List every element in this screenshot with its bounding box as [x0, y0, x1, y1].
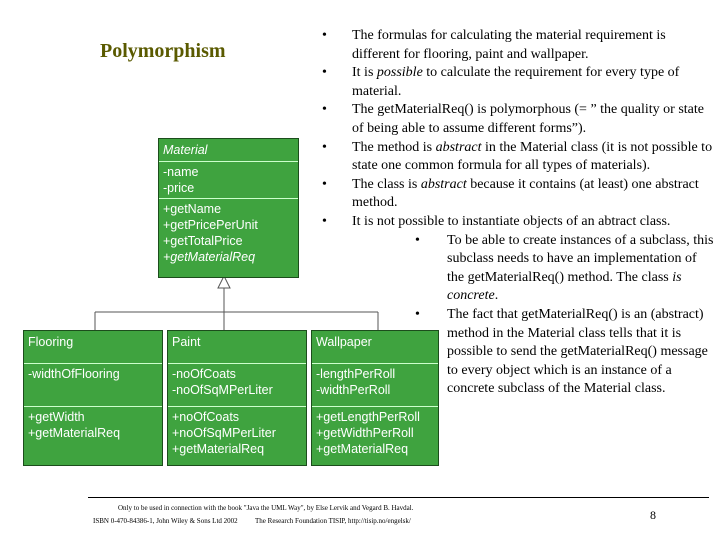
class-paint-name: Paint	[172, 335, 201, 349]
class-paint-attributes	[168, 363, 306, 406]
operation: +getMaterialReq	[172, 442, 265, 456]
bullet-list	[322, 27, 717, 399]
attribute: -noOfSqMPerLiter	[172, 383, 273, 397]
bullet-dot-icon: •	[322, 139, 327, 155]
bullet-item: • The getMaterialReq() is polymorphous (= ” the quality or state of being able to assume different forms”).	[322, 102, 704, 136]
operation: +getMaterialReq	[316, 442, 409, 456]
bullet-dot-icon: •	[322, 102, 327, 118]
operation: +getName	[163, 202, 222, 216]
class-paint	[167, 330, 307, 466]
sub-bullet-item: • To be able to create instances of a subclass, this subclass needs to have an implementation of the getMaterialReq() method. The class is concrete.	[415, 232, 714, 304]
operation-abstract: +getMaterialReq	[163, 250, 256, 264]
operation: +getMaterialReq	[28, 426, 121, 440]
footer-line-2: ISBN 0-470-84386-1, John Wiley & Sons Ltd 2002 The Research Foundation TISIP, http://tisip.no/engelsk/	[93, 517, 411, 525]
attribute: -noOfCoats	[172, 367, 236, 381]
operation: +getTotalPrice	[163, 234, 243, 248]
footer-line-1: Only to be used in connection with the book "Java the UML Way", by Else Lervik and Vegard B. Havdal.	[118, 504, 414, 512]
operation: +getWidth	[28, 410, 85, 424]
class-wallpaper-name: Wallpaper	[316, 335, 372, 349]
bullet-dot-icon: •	[415, 232, 420, 248]
class-material-operations	[159, 198, 298, 267]
footer	[93, 502, 538, 528]
class-material-attributes	[159, 161, 298, 198]
class-material	[158, 138, 299, 278]
class-flooring-operations	[24, 406, 162, 443]
operation: +getWidthPerRoll	[316, 426, 414, 440]
attribute: -price	[163, 181, 195, 195]
class-material-name: Material	[163, 143, 208, 157]
bullet-dot-icon: •	[322, 28, 327, 43]
operation: +noOfCoats	[172, 410, 240, 424]
class-flooring-attributes	[24, 363, 162, 406]
attribute: -name	[163, 165, 199, 179]
class-paint-operations	[168, 406, 306, 459]
attribute: -lengthPerRoll	[316, 367, 396, 381]
page-number: 8	[650, 508, 656, 522]
slide-title: Polymorphism	[100, 40, 226, 62]
bullet-dot-icon: •	[322, 176, 327, 192]
operation: +getLengthPerRoll	[316, 410, 420, 424]
attribute: -widthPerRoll	[316, 383, 391, 397]
bullet-item: • The method is abstract in the Material class (it is not possible to state one common formula for all types of materials).	[322, 139, 713, 174]
bullet-item: • The class is abstract because it contains (at least) one abstract method.	[322, 176, 699, 211]
bullet-item: • The formulas for calculating the material requirement is different for flooring, paint and wallpaper.	[322, 28, 666, 62]
class-flooring-name: Flooring	[28, 335, 74, 349]
operation: +getPricePerUnit	[163, 218, 258, 232]
operation: +noOfSqMPerLiter	[172, 426, 276, 440]
bullet-item: • It is not possible to instantiate objects of an abtract class.	[322, 213, 717, 232]
footer-divider	[88, 497, 709, 498]
class-flooring	[23, 330, 163, 466]
bullet-dot-icon: •	[415, 306, 420, 322]
attribute: -widthOfFlooring	[28, 367, 120, 381]
bullet-dot-icon: •	[322, 213, 327, 229]
sub-bullet-item: • The fact that getMaterialReq() is an (abstract) method in the Material class tells that it is possible to send the getMaterialReq() message to every object which is an instance of a concrete subclass of the Material class.	[415, 306, 708, 397]
bullet-item: • It is possible to calculate the requirement for every type of material.	[322, 65, 680, 99]
bullet-dot-icon: •	[322, 65, 327, 81]
class-wallpaper-operations	[312, 406, 438, 459]
